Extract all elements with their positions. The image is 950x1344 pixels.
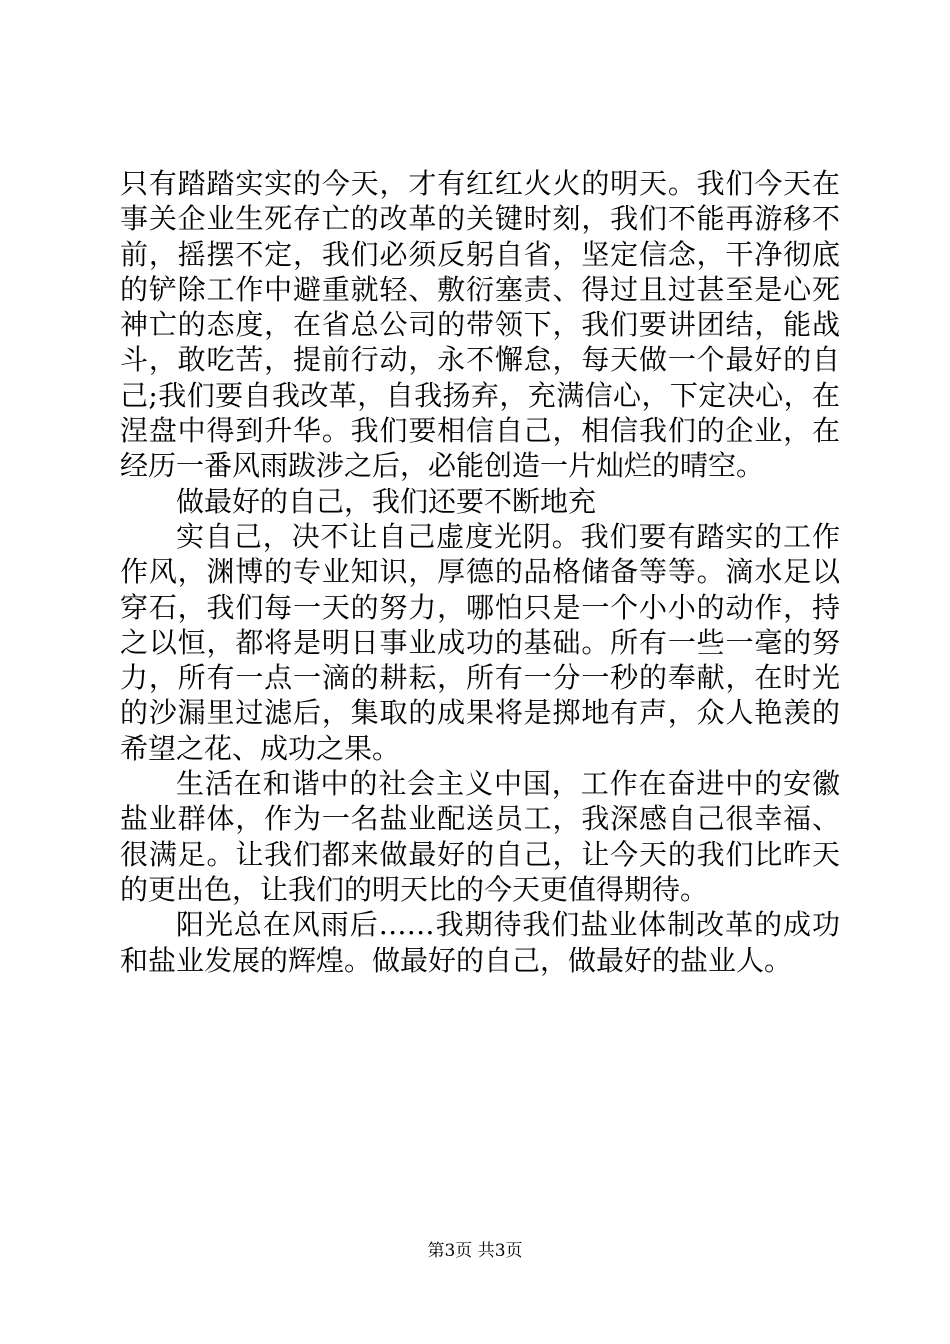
page-footer: 第3页 共3页 (427, 1241, 523, 1261)
paragraph-4: 生活在和谐中的社会主义中国，工作在奋进中的安徽盐业群体，作为一名盐业配送员工，我深感自己很幸福、很满足。让我们都来做最好的自己，让今天的我们比昨天的更出色，让我们的明天比的今天更值得期待。 (120, 767, 840, 906)
paragraph-1: 只有踏踏实实的今天，才有红红火火的明天。我们今天在事关企业生死存亡的改革的关键时刻，我们不能再游移不前，摇摆不定，我们必须反躬自省，坚定信念，干净彻底的铲除工作中避重就轻、敷衍塞责、得过且过甚至是心死神亡的态度，在省总公司的带领下，我们要讲团结，能战斗，敢吃苦，提前行动，永不懈怠，每天做一个最好的自己;我们要自我改革，自我扬弃，充满信心，下定决心，在涅盘中得到升华。我们要相信自己，相信我们的企业，在经历一番风雨跋涉之后，必能创造一片灿烂的晴空。 (120, 167, 840, 483)
paragraph-3: 实自己，决不让自己虚度光阴。我们要有踏实的工作作风，渊博的专业知识，厚德的品格储备等等。滴水足以穿石，我们每一天的努力，哪怕只是一个小小的动作，持之以恒，都将是明日事业成功的基础。所有一些一毫的努力，所有一点一滴的耕耘，所有一分一秒的奉献，在时光的沙漏里过滤后，集取的成果将是掷地有声，众人艳羡的希望之花、成功之果。 (120, 519, 840, 765)
paragraph-2: 做最好的自己，我们还要不断地充 (176, 484, 597, 518)
paragraph-5: 阳光总在风雨后……我期待我们盐业体制改革的成功和盐业发展的辉煌。做最好的自己，做最好的盐业人。 (120, 908, 840, 977)
document-body (120, 166, 840, 978)
